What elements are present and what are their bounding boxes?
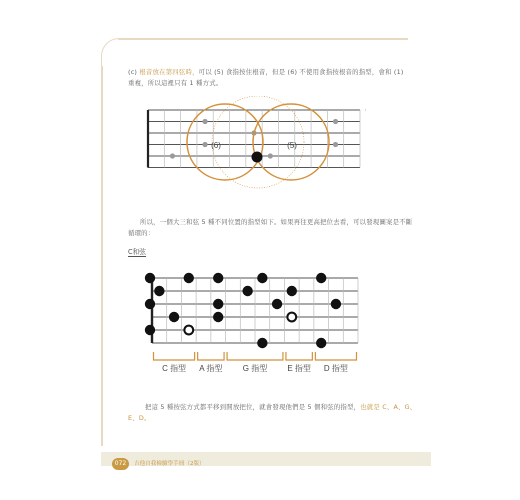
chord-tone-dot bbox=[213, 299, 223, 309]
fret-marker-dot bbox=[333, 119, 338, 124]
fret-marker-dot bbox=[202, 142, 207, 147]
fret-marker-dot bbox=[170, 153, 175, 158]
chord-tone-dot bbox=[184, 273, 194, 283]
chord-tone-dot bbox=[145, 299, 155, 309]
fret-marker-dot bbox=[333, 142, 338, 147]
shape-label: G 指型 bbox=[242, 364, 268, 373]
chord-tone-dot bbox=[213, 312, 223, 322]
paragraph-3-line-2: E、D。 bbox=[128, 414, 151, 422]
section-label-c-chord: C和弦 bbox=[128, 248, 146, 256]
chord-tone-dot bbox=[145, 273, 155, 283]
shape-bracket bbox=[154, 352, 195, 360]
shape-bracket bbox=[315, 352, 356, 360]
chord-tone-dot bbox=[145, 325, 155, 335]
footer-book-title: 吉他自我檢驗學手冊（2版） bbox=[134, 461, 205, 467]
chord-tone-dot bbox=[272, 299, 282, 309]
shape-label: C 指型 bbox=[162, 364, 187, 373]
paragraph-1-line-2: 重複，所以這裡只有 1 種方式。 bbox=[128, 79, 223, 87]
chord-tone-dot bbox=[169, 312, 179, 322]
paragraph-3-line-1 bbox=[145, 403, 416, 412]
paragraph-1-accent: 根音放在第四弦時， bbox=[139, 68, 199, 76]
fret-marker-dot bbox=[202, 119, 207, 124]
right-circle-label: (5) bbox=[287, 141, 297, 150]
chord-tone-dot bbox=[257, 338, 267, 348]
paragraph-3-text: 把這 5 種按弦方式都平移到開放把位，就會發現他們是 5 個和弦的指型， bbox=[145, 403, 361, 411]
root-open-dot bbox=[184, 326, 193, 335]
shape-label: E 指型 bbox=[287, 364, 311, 373]
root-note-dot bbox=[252, 152, 263, 163]
left-circle-label: (6) bbox=[211, 141, 221, 150]
chord-tone-dot bbox=[257, 273, 267, 283]
chord-tone-dot bbox=[331, 299, 341, 309]
shape-label: D 指型 bbox=[323, 364, 348, 373]
chord-tone-dot bbox=[287, 286, 297, 296]
paragraph-1-text: 可以 (5) 食指按住根音，但是 (6) 不使用食指按根音的指型，會和 (1) bbox=[198, 68, 404, 76]
root-open-dot bbox=[287, 313, 296, 322]
shape-label: A 指型 bbox=[199, 364, 223, 373]
side-rule bbox=[101, 66, 103, 446]
chord-tone-dot bbox=[213, 273, 223, 283]
top-rule bbox=[118, 38, 408, 40]
shape-bracket bbox=[198, 352, 224, 360]
shape-bracket bbox=[286, 352, 312, 360]
chord-tone-dot bbox=[316, 338, 326, 348]
page-number-badge: 072 bbox=[112, 458, 129, 470]
fretboard-diagram-2 bbox=[140, 266, 366, 382]
chord-tone-dot bbox=[154, 286, 164, 296]
page-corner-ornament bbox=[101, 38, 120, 69]
paragraph-1-prefix: (c) bbox=[128, 68, 140, 76]
shape-bracket bbox=[227, 352, 283, 360]
chord-tone-dot bbox=[316, 273, 326, 283]
fret-marker-dot bbox=[268, 153, 273, 158]
paragraph-1-line-1 bbox=[128, 68, 404, 77]
paragraph-2-line-2: 循環的： bbox=[128, 229, 155, 237]
paragraph-3-accent: 也就是 C、A、G、 bbox=[360, 403, 417, 411]
fretboard-diagram-1 bbox=[140, 96, 366, 192]
paragraph-2-line-1: 所以，一個大三和弦 5 種不同位置的指型如下。如果再往更高把位去看，可以發現圖案是不斷 bbox=[140, 218, 413, 226]
chord-tone-dot bbox=[242, 286, 252, 296]
